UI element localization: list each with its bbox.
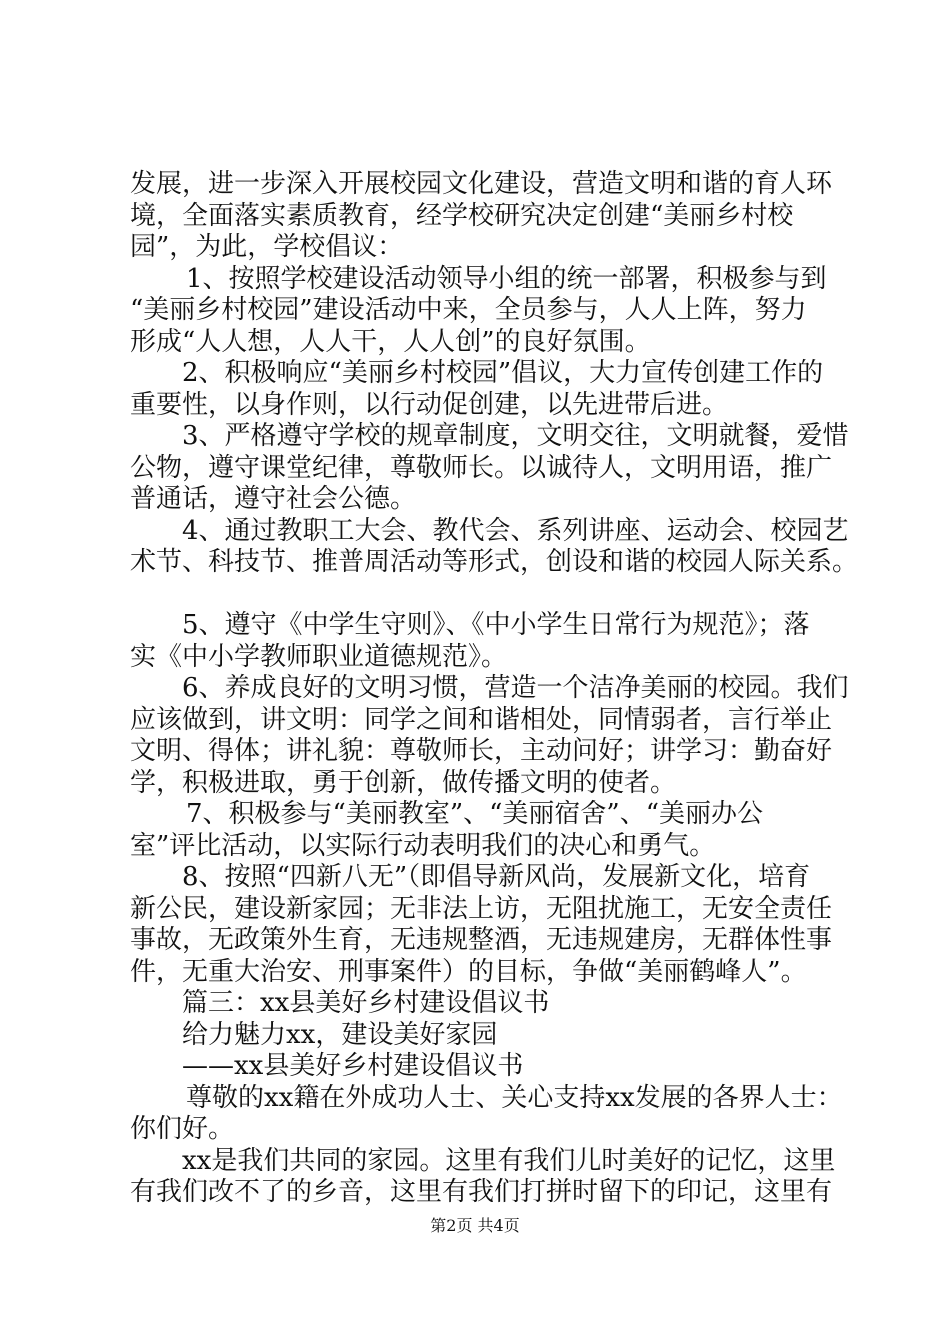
text-line: 事故，无政策外生育，无违规整酒，无违规建房，无群体性事: [130, 925, 833, 955]
text-line: 园”，为此，学校倡议：: [130, 232, 404, 262]
text-line: 篇三：xx县美好乡村建设倡议书: [182, 988, 550, 1018]
text-line: 普通话，遵守社会公德。: [130, 484, 417, 514]
text-line: 境，全面落实素质教育，经学校研究决定创建“美丽乡村校: [130, 200, 794, 231]
page-footer: [0, 1216, 950, 1236]
text-line: 发展，进一步深入开展校园文化建设，营造文明和谐的育人环: [130, 169, 833, 199]
document-body: [130, 169, 859, 1209]
text-line: 你们好。: [130, 1114, 235, 1144]
text-line: 5、遵守《中学生守则》、《中小学生日常行为规范》；落: [182, 610, 810, 640]
text-line: ——xx县美好乡村建设倡议书: [182, 1051, 524, 1081]
text-line: xx是我们共同的家园。这里有我们儿时美好的记忆，这里: [182, 1145, 836, 1176]
text-line: 室”评比活动，以实际行动表明我们的决心和勇气。: [130, 830, 716, 861]
text-line: 4、通过教职工大会、教代会、系列讲座、运动会、校园艺: [182, 515, 849, 546]
text-line: 给力魅力xx，建设美好家园: [182, 1019, 498, 1050]
text-line: 1、按照学校建设活动领导小组的统一部署，积极参与到: [186, 263, 827, 294]
text-line: 7、积极参与“美丽教室”、“美丽宿舍”、“美丽办公: [186, 799, 764, 829]
text-line: 学，积极进取，勇于创新，做传播文明的使者。: [130, 767, 677, 798]
text-line: 2、积极响应“美丽乡村校园”倡议，大力宣传创建工作的: [182, 358, 824, 388]
text-line: 尊敬的xx籍在外成功人士、关心支持xx发展的各界人士：: [186, 1082, 843, 1113]
text-line: 有我们改不了的乡音，这里有我们打拼时留下的印记，这里有: [130, 1177, 833, 1207]
text-line: 文明、得体；讲礼貌：尊敬师长，主动问好；讲学习：勤奋好: [130, 736, 833, 766]
text-line: 应该做到，讲文明：同学之间和谐相处，同情弱者，言行举止: [130, 704, 833, 735]
blank-line: [130, 579, 850, 611]
text-line: 6、养成良好的文明习惯，营造一个洁净美丽的校园。我们: [182, 673, 849, 703]
text-line: “美丽乡村校园”建设活动中来，全员参与，人人上阵，努力: [130, 295, 807, 325]
text-line: 实《中小学教师职业道德规范》。: [130, 641, 508, 672]
text-line: 公物，遵守课堂纪律，尊敬师长。以诚待人，文明用语，推广: [130, 452, 833, 483]
text-line: 3、严格遵守学校的规章制度，文明交往，文明就餐，爱惜: [182, 421, 849, 451]
text-line: 8、按照“四新八无”（即倡导新风尚，发展新文化，培育: [182, 862, 811, 892]
text-line: 术节、科技节、推普周活动等形式，创设和谐的校园人际关系。: [130, 547, 859, 577]
text-line: 重要性，以身作则，以行动促创建，以先进带后进。: [130, 389, 729, 420]
text-line: 新公民，建设新家园；无非法上访，无阻扰施工，无安全责任: [130, 893, 833, 924]
page-number: 第2页 共4页: [430, 1216, 520, 1235]
text-line: 件，无重大治安、刑事案件）的目标，争做“美丽鹤峰人”。: [130, 956, 807, 987]
text-line: 形成“人人想，人人干，人人创”的良好氛围。: [130, 326, 651, 357]
